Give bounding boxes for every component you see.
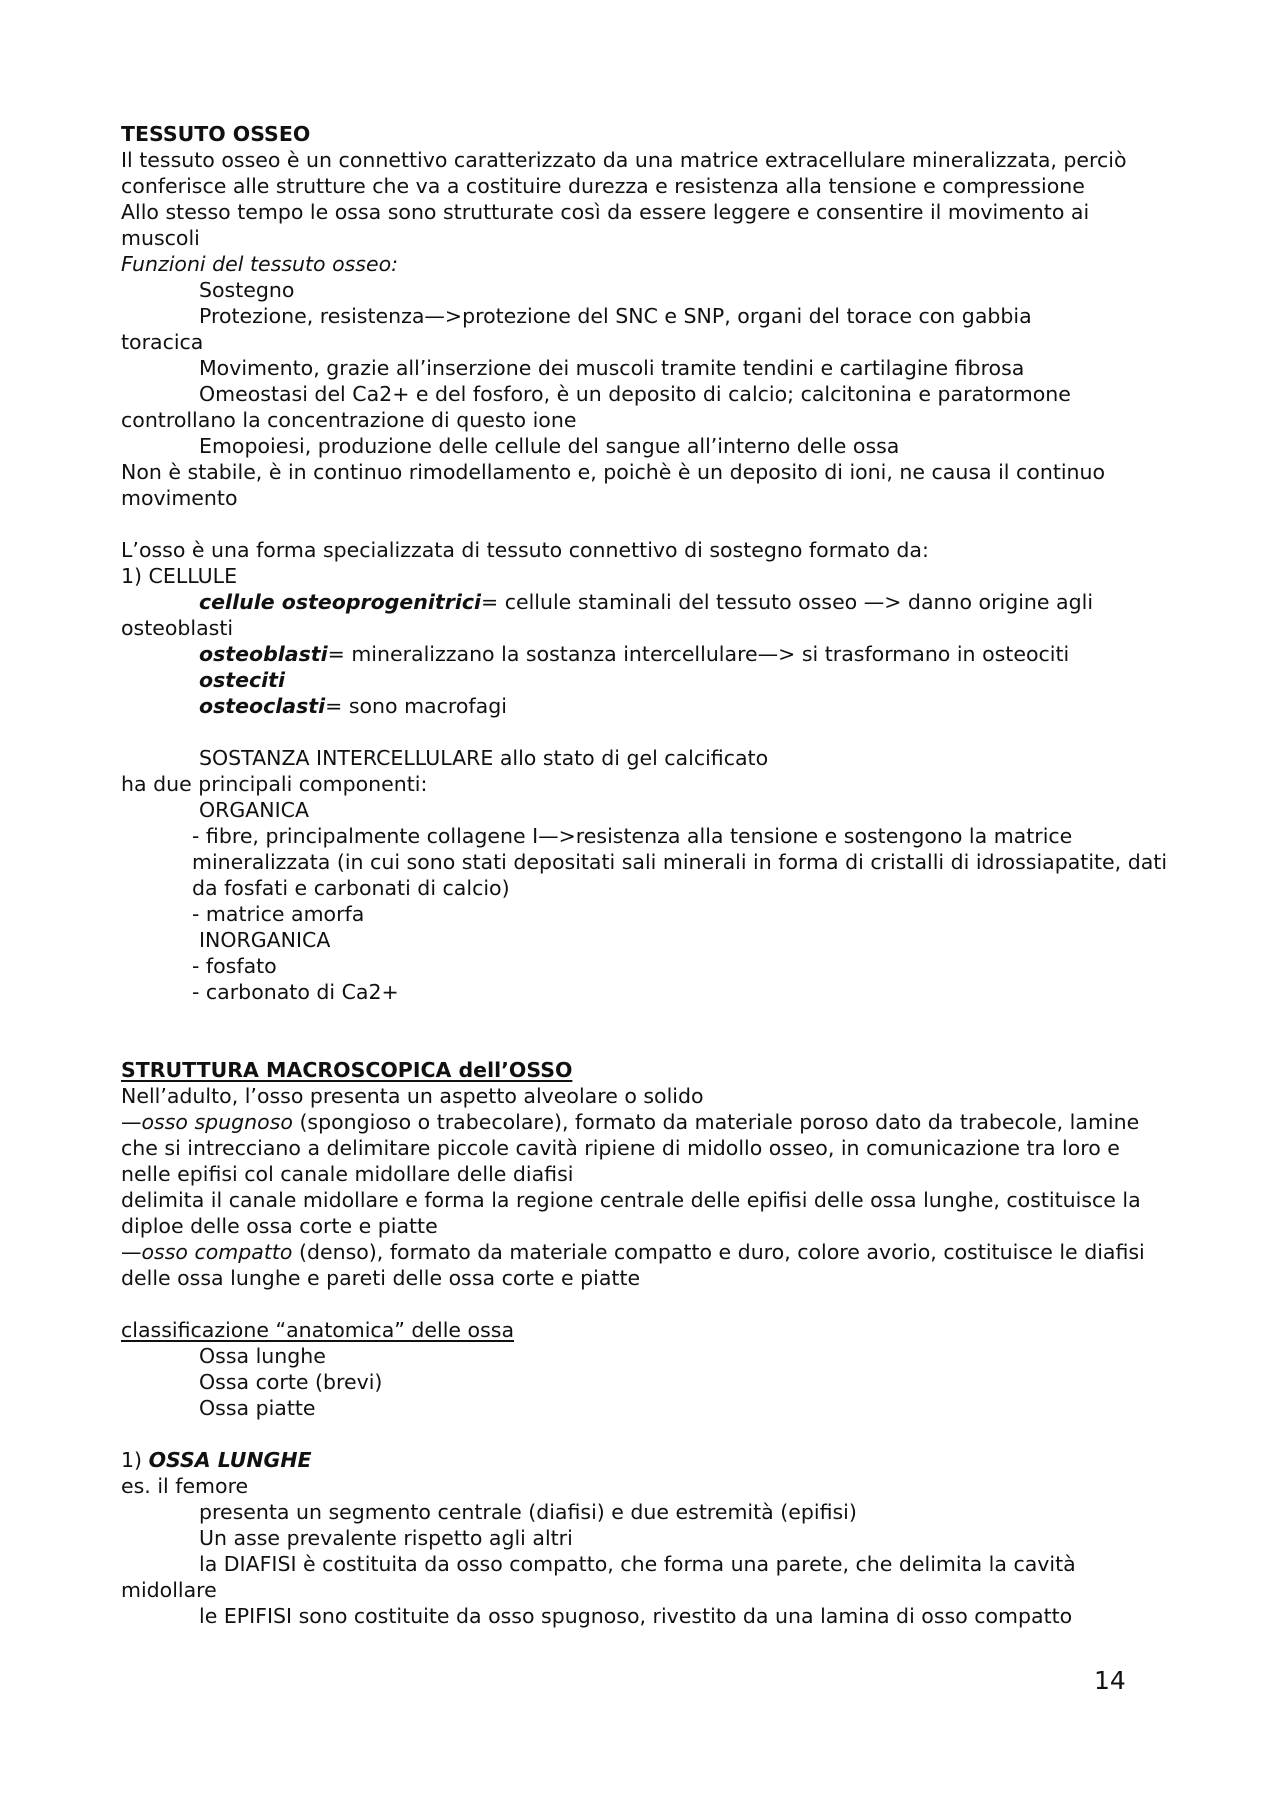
long-bone-item: la DIAFISI è costituita da osso compatto, che forma una parete, che delimita la cavità bbox=[199, 1552, 1076, 1576]
paragraph-spongy-bone bbox=[121, 1109, 1171, 1187]
spacer bbox=[121, 1291, 1171, 1317]
cell-term: cellule osteoprogenitrici bbox=[199, 590, 482, 614]
intercellular-substance-line: SOSTANZA INTERCELLULARE allo stato di gel calcificato bbox=[199, 746, 769, 770]
inorganic-heading: INORGANICA bbox=[199, 928, 331, 952]
long-bone-item: le EPIFISI sono costituite da osso spugnoso, rivestito da una lamina di osso compatto bbox=[199, 1604, 1073, 1628]
paragraph-intro-2: Allo stesso tempo le ossa sono strutturate così da essere leggere e consentire il movimento ai muscoli bbox=[121, 200, 1090, 250]
cell-type-item bbox=[121, 693, 1171, 719]
components-line: ha due principali componenti: bbox=[121, 772, 428, 796]
classification-item: Ossa corte (brevi) bbox=[199, 1370, 383, 1394]
long-bone-item: presenta un segmento centrale (diafisi) e due estremità (epifisi) bbox=[199, 1500, 857, 1524]
classification-item: Ossa lunghe bbox=[199, 1344, 326, 1368]
function-item-continuation: controllano la concentrazione di questo ione bbox=[121, 408, 577, 432]
cell-type-item bbox=[121, 589, 1171, 615]
long-bone-item-continuation: midollare bbox=[121, 1578, 217, 1602]
spacer bbox=[121, 719, 1171, 745]
function-item: Omeostasi del Ca2+ e del fosforo, è un deposito di calcio; calcitonina e paratormone bbox=[199, 382, 1071, 406]
cell-type-item bbox=[121, 641, 1171, 667]
functions-heading: Funzioni del tessuto osseo: bbox=[121, 252, 399, 276]
cell-description: = cellule staminali del tessuto osseo —> danno origine agli bbox=[481, 590, 1094, 614]
page-number: 14 bbox=[1094, 1666, 1126, 1695]
cell-term: osteoblasti bbox=[199, 642, 328, 666]
long-bones-heading bbox=[121, 1447, 1171, 1473]
cell-term: osteoclasti bbox=[199, 694, 326, 718]
cells-heading: 1) CELLULE bbox=[121, 564, 238, 588]
organic-heading: ORGANICA bbox=[199, 798, 310, 822]
cell-type-continuation: osteoblasti bbox=[121, 616, 234, 640]
cell-term: osteciti bbox=[199, 668, 285, 692]
spacer bbox=[121, 1005, 1171, 1057]
list-item: - fosfato bbox=[192, 954, 277, 978]
spacer bbox=[121, 1421, 1171, 1447]
function-item: Sostegno bbox=[199, 278, 295, 302]
dash: — bbox=[121, 1240, 142, 1264]
list-item: - matrice amorfa bbox=[192, 902, 365, 926]
paragraph-composition: L’osso è una forma specializzata di tessuto connettivo di sostegno formato da: bbox=[121, 538, 929, 562]
spongy-bone-description: (spongioso o trabecolare), formato da materiale poroso dato da trabecole, lamine che si intrecciano a delimitare piccole cavità ripiene di midollo osseo, in comunicazione tra loro e nelle epifisi col canale midollare delle diafisi bbox=[121, 1110, 1140, 1186]
page-content bbox=[121, 121, 1171, 1629]
long-bones-title: OSSA LUNGHE bbox=[148, 1448, 312, 1472]
function-item: Movimento, grazie all’inserzione dei muscoli tramite tendini e cartilagine fibrosa bbox=[199, 356, 1025, 380]
term-compact-bone: osso compatto bbox=[141, 1240, 293, 1264]
paragraph-spongy-bone-more: delimita il canale midollare e forma la regione centrale delle epifisi delle ossa lunghe, costituisce la diploe delle ossa corte e piatte bbox=[121, 1188, 1141, 1238]
example-line: es. il femore bbox=[121, 1474, 249, 1498]
long-bone-item: Un asse prevalente rispetto agli altri bbox=[199, 1526, 573, 1550]
cell-type-item bbox=[121, 667, 1171, 693]
paragraph-compact-bone bbox=[121, 1239, 1171, 1291]
list-number: 1) bbox=[121, 1448, 149, 1472]
paragraph-stability: Non è stabile, è in continuo rimodellamento e, poichè è un deposito di ioni, ne causa il continuo movimento bbox=[121, 460, 1106, 510]
fibre-item: - fibre, principalmente collagene I—>resistenza alla tensione e sostengono la matrice mineralizzata (in cui sono stati depositati sali minerali in forma di cristalli di idrossiapatite, dati da fosfati e carbonati di calcio) bbox=[192, 824, 1168, 900]
cell-description: = sono macrofagi bbox=[325, 694, 507, 718]
dash: — bbox=[121, 1110, 142, 1134]
classification-item: Ossa piatte bbox=[199, 1396, 316, 1420]
paragraph-adult-bone: Nell’adulto, l’osso presenta un aspetto alveolare o solido bbox=[121, 1084, 704, 1108]
compact-bone-description: (denso), formato da materiale compatto e duro, colore avorio, costituisce le diafisi delle ossa lunghe e pareti delle ossa corte e piatte bbox=[121, 1240, 1145, 1290]
classification-heading-text: classificazione “anatomica” delle ossa bbox=[121, 1318, 515, 1342]
function-item: Emopoiesi, produzione delle cellule del sangue all’interno delle ossa bbox=[199, 434, 900, 458]
section-title-struttura-macroscopica: STRUTTURA MACROSCOPICA dell’OSSO bbox=[121, 1058, 573, 1082]
section-title-tessuto-osseo: TESSUTO OSSEO bbox=[121, 122, 311, 146]
classification-heading bbox=[121, 1317, 1171, 1343]
function-item-continuation: toracica bbox=[121, 330, 204, 354]
paragraph-intro: Il tessuto osseo è un connettivo caratterizzato da una matrice extracellulare mineralizzata, perciò conferisce alle strutture che va a costituire durezza e resistenza alla tensione e compressione bbox=[121, 148, 1127, 198]
list-item: - carbonato di Ca2+ bbox=[192, 980, 399, 1004]
spacer bbox=[121, 511, 1171, 537]
term-spongy-bone: osso spugnoso bbox=[141, 1110, 293, 1134]
function-item: Protezione, resistenza—>protezione del SNC e SNP, organi del torace con gabbia bbox=[199, 304, 1032, 328]
cell-description: = mineralizzano la sostanza intercellulare—> si trasformano in osteociti bbox=[327, 642, 1070, 666]
